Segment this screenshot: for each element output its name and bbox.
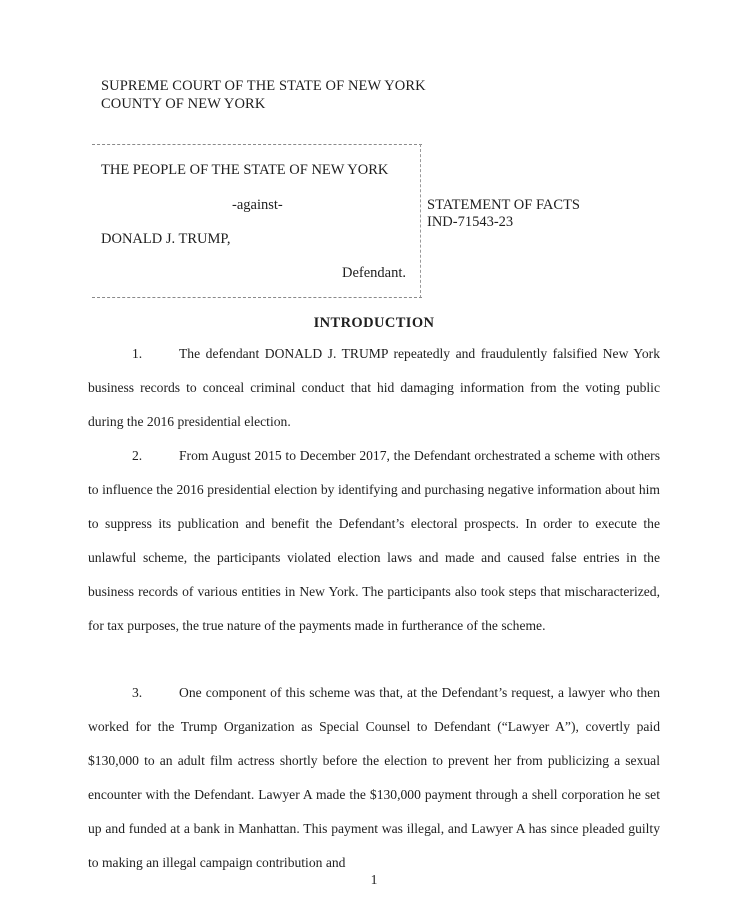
- against-label: -against-: [232, 197, 283, 213]
- plaintiff-name: THE PEOPLE OF THE STATE OF NEW YORK: [101, 162, 389, 178]
- paragraph-2: [88, 439, 660, 643]
- paragraph-text: From August 2015 to December 2017, the Defendant orchestrated a scheme with others to influence the 2016 presidential election by identifying and purchasing negative information about him to suppress its publication and benefit the Defendant’s electoral prospects. In order to execute the unlawful scheme, the participants violated election laws and made and caused false entries in the business records of various entities in New York. The participants also took steps that mischaracterized, for tax purposes, the true nature of the payments made in furtherance of the scheme.: [88, 448, 660, 633]
- caption-bottom-rule: [92, 297, 422, 298]
- paragraph-number: 1.: [132, 346, 143, 361]
- paragraph-text: The defendant DONALD J. TRUMP repeatedly and fraudulently falsified New York business records to conceal criminal conduct that hid damaging information from the voting public during the 2016 presidential election.: [88, 346, 660, 429]
- paragraph-1: [88, 337, 660, 439]
- caption-top-rule: [92, 144, 422, 145]
- court-county: COUNTY OF NEW YORK: [101, 96, 266, 112]
- paragraph-number: 2.: [132, 448, 143, 463]
- court-name: SUPREME COURT OF THE STATE OF NEW YORK: [101, 78, 426, 94]
- indictment-number: IND-71543-23: [427, 214, 514, 230]
- paragraph-number: 3.: [132, 685, 143, 700]
- defendant-name: DONALD J. TRUMP,: [101, 231, 231, 247]
- paragraph-text: One component of this scheme was that, at the Defendant’s request, a lawyer who then worked for the Trump Organization as Special Counsel to Defendant (“Lawyer A”), covertly paid $130,000 to an adult film actress shortly before the election to prevent her from publicizing a sexual encounter with the Defendant. Lawyer A made the $130,000 payment through a shell corporation he set up and funded at a bank in Manhattan. This payment was illegal, and Lawyer A has since pleaded guilty to making an illegal campaign contribution and: [88, 685, 660, 870]
- defendant-role: Defendant.: [342, 265, 407, 281]
- section-heading: INTRODUCTION: [313, 315, 435, 331]
- paragraph-3: [88, 676, 660, 880]
- caption-divider: [420, 144, 421, 298]
- document-title: STATEMENT OF FACTS: [427, 197, 580, 213]
- page-number: 1: [370, 872, 378, 887]
